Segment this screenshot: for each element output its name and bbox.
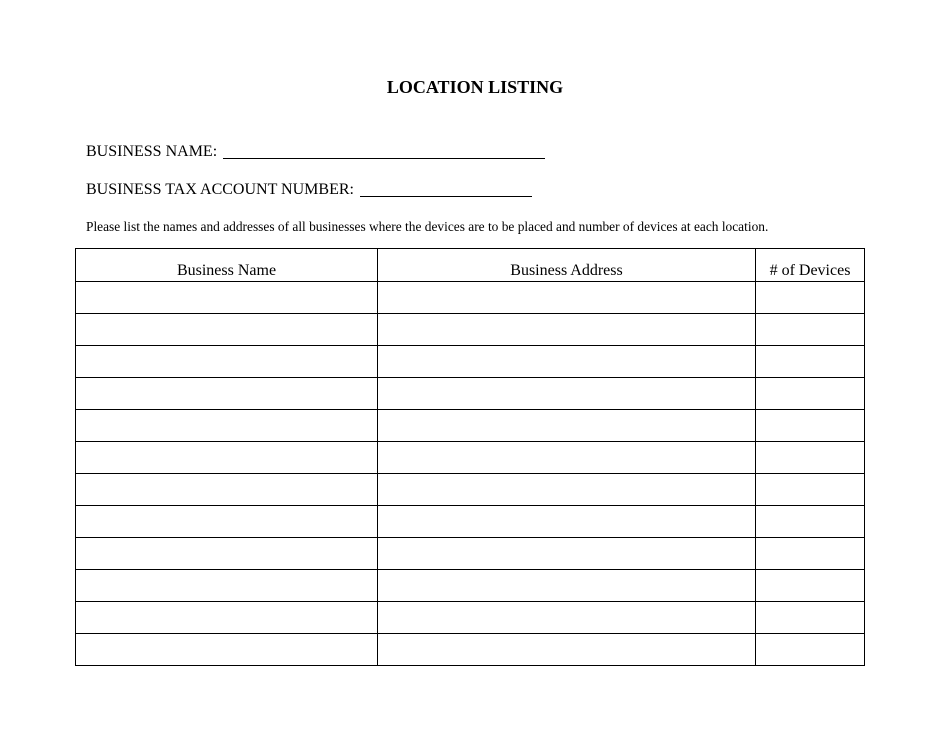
cell-business-address[interactable] <box>378 538 756 570</box>
header-business-address: Business Address <box>378 249 756 282</box>
cell-business-address[interactable] <box>378 570 756 602</box>
business-name-label: BUSINESS NAME: <box>86 143 218 160</box>
location-listing-table <box>75 248 865 666</box>
cell-business-address[interactable] <box>378 474 756 506</box>
table-row <box>76 378 865 410</box>
cell-business-name[interactable] <box>76 378 378 410</box>
table-row <box>76 282 865 314</box>
cell-num-devices[interactable] <box>756 474 865 506</box>
tax-account-input-line[interactable] <box>360 195 532 197</box>
cell-num-devices[interactable] <box>756 570 865 602</box>
cell-num-devices[interactable] <box>756 602 865 634</box>
page-title: LOCATION LISTING <box>386 77 564 97</box>
business-name-field <box>86 142 545 162</box>
table-row <box>76 314 865 346</box>
instructions-text: Please list the names and addresses of all businesses where the devices are to be placed and number of devices at each location. <box>86 219 769 234</box>
cell-business-name[interactable] <box>76 474 378 506</box>
table-row <box>76 634 865 666</box>
cell-business-address[interactable] <box>378 602 756 634</box>
cell-num-devices[interactable] <box>756 634 865 666</box>
tax-account-field <box>86 180 532 200</box>
cell-num-devices[interactable] <box>756 378 865 410</box>
cell-business-name[interactable] <box>76 634 378 666</box>
business-name-input-line[interactable] <box>223 157 545 159</box>
cell-business-address[interactable] <box>378 346 756 378</box>
cell-business-name[interactable] <box>76 346 378 378</box>
table-row <box>76 442 865 474</box>
cell-business-name[interactable] <box>76 282 378 314</box>
cell-business-address[interactable] <box>378 442 756 474</box>
cell-business-name[interactable] <box>76 570 378 602</box>
cell-business-address[interactable] <box>378 282 756 314</box>
header-num-devices: # of Devices <box>756 249 865 282</box>
cell-business-name[interactable] <box>76 506 378 538</box>
cell-business-name[interactable] <box>76 410 378 442</box>
table-row <box>76 410 865 442</box>
table-row <box>76 538 865 570</box>
table-header-row <box>76 249 865 282</box>
cell-business-name[interactable] <box>76 538 378 570</box>
cell-business-name[interactable] <box>76 314 378 346</box>
tax-account-label: BUSINESS TAX ACCOUNT NUMBER: <box>86 181 354 198</box>
cell-num-devices[interactable] <box>756 442 865 474</box>
cell-num-devices[interactable] <box>756 538 865 570</box>
table-row <box>76 602 865 634</box>
cell-business-address[interactable] <box>378 378 756 410</box>
cell-num-devices[interactable] <box>756 410 865 442</box>
cell-num-devices[interactable] <box>756 506 865 538</box>
table-row <box>76 346 865 378</box>
header-business-name: Business Name <box>76 249 378 282</box>
cell-num-devices[interactable] <box>756 346 865 378</box>
cell-business-address[interactable] <box>378 410 756 442</box>
cell-num-devices[interactable] <box>756 314 865 346</box>
table-row <box>76 570 865 602</box>
cell-business-name[interactable] <box>76 442 378 474</box>
cell-business-address[interactable] <box>378 314 756 346</box>
cell-business-address[interactable] <box>378 506 756 538</box>
cell-business-name[interactable] <box>76 602 378 634</box>
cell-num-devices[interactable] <box>756 282 865 314</box>
cell-business-address[interactable] <box>378 634 756 666</box>
table-row <box>76 474 865 506</box>
table-row <box>76 506 865 538</box>
